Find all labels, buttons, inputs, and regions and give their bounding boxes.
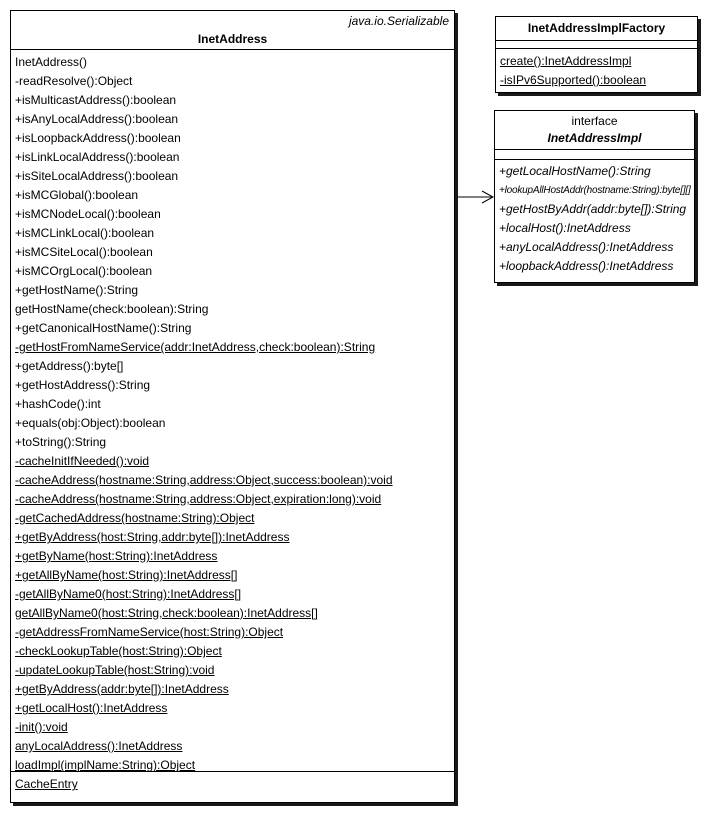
open-arrowhead-icon <box>482 191 493 203</box>
method-row[interactable]: +isLoopbackAddress():boolean <box>15 131 181 145</box>
class-header <box>11 11 454 50</box>
method-row[interactable]: getAllByName0(host:String,check:boolean):InetAddress[] <box>15 606 318 620</box>
method-row[interactable]: -cacheInitIfNeeded():void <box>15 454 150 468</box>
attribute-compartment <box>495 150 694 160</box>
method-compartment <box>11 50 454 772</box>
class-stereotype: java.io.Serializable <box>348 14 449 28</box>
method-row[interactable]: +isMCOrgLocal():boolean <box>15 264 153 278</box>
interface-inetaddressimpl[interactable] <box>494 110 695 283</box>
method-row[interactable]: +getHostAddress():String <box>15 378 151 392</box>
interface-stereotype: interface <box>571 114 618 128</box>
method-compartment <box>496 49 697 90</box>
inner-class-row[interactable]: CacheEntry <box>15 777 78 791</box>
method-row[interactable]: -getCachedAddress(hostname:String):Object <box>15 511 255 525</box>
method-row[interactable]: InetAddress() <box>15 55 88 69</box>
method-row[interactable]: +getAllByName(host:String):InetAddress[] <box>15 568 238 582</box>
class-inetaddress[interactable] <box>10 10 455 803</box>
method-compartment <box>495 160 694 276</box>
interface-header <box>495 111 694 150</box>
method-row[interactable]: +hashCode():int <box>15 397 101 411</box>
method-row[interactable]: create():InetAddressImpl <box>500 54 632 68</box>
method-row[interactable]: +isMulticastAddress():boolean <box>15 93 177 107</box>
class-name: InetAddress <box>197 32 268 46</box>
method-row[interactable]: +isAnyLocalAddress():boolean <box>15 112 179 126</box>
method-row[interactable]: +isMCNodeLocal():boolean <box>15 207 161 221</box>
method-row[interactable]: +isMCLinkLocal():boolean <box>15 226 155 240</box>
method-row[interactable]: +isLinkLocalAddress():boolean <box>15 150 180 164</box>
method-row[interactable]: +getAddress():byte[] <box>15 359 124 373</box>
class-inetaddressimplfactory[interactable] <box>495 16 698 93</box>
method-row[interactable]: -checkLookupTable(host:String):Object <box>15 644 222 658</box>
method-row[interactable]: +getHostName():String <box>15 283 139 297</box>
method-row[interactable]: +isSiteLocalAddress():boolean <box>15 169 179 183</box>
method-row[interactable]: +isMCGlobal():boolean <box>15 188 139 202</box>
method-row[interactable]: +isMCSiteLocal():boolean <box>15 245 153 259</box>
method-row[interactable]: -isIPv6Supported():boolean <box>500 73 647 87</box>
method-row[interactable]: +lookupAllHostAddr(hostname:String):byte[][] <box>499 185 691 196</box>
method-row[interactable]: +getByName(host:String):InetAddress <box>15 549 218 563</box>
method-row[interactable]: +getLocalHost():InetAddress <box>15 701 168 715</box>
inner-class-compartment <box>11 772 454 794</box>
method-row[interactable]: +toString():String <box>15 435 107 449</box>
method-row[interactable]: +equals(obj:Object):boolean <box>15 416 166 430</box>
method-row[interactable]: +anyLocalAddress():InetAddress <box>499 240 674 254</box>
method-row[interactable]: -init():void <box>15 720 68 734</box>
class-name: InetAddressImplFactory <box>496 17 697 41</box>
method-row[interactable]: -readResolve():Object <box>15 74 133 88</box>
method-row[interactable]: -cacheAddress(hostname:String,address:Object,expiration:long):void <box>15 492 382 506</box>
method-row[interactable]: getHostName(check:boolean):String <box>15 302 209 316</box>
method-row[interactable]: -cacheAddress(hostname:String,address:Object,success:boolean):void <box>15 473 393 487</box>
method-row[interactable]: -getHostFromNameService(addr:InetAddress,check:boolean):String <box>15 340 376 354</box>
method-row[interactable]: +getByAddress(addr:byte[]):InetAddress <box>15 682 229 696</box>
method-row[interactable]: loadImpl(implName:String):Object <box>15 758 196 772</box>
attribute-compartment <box>496 41 697 49</box>
method-row[interactable]: +loopbackAddress():InetAddress <box>499 259 674 273</box>
method-row[interactable]: +getHostByAddr(addr:byte[]):String <box>499 202 687 216</box>
method-row[interactable]: +getLocalHostName():String <box>499 164 651 178</box>
method-row[interactable]: +getCanonicalHostName():String <box>15 321 192 335</box>
method-row[interactable]: +getByAddress(host:String,addr:byte[]):InetAddress <box>15 530 290 544</box>
method-row[interactable]: -getAddressFromNameService(host:String):Object <box>15 625 284 639</box>
method-row[interactable]: anyLocalAddress():InetAddress <box>15 739 183 753</box>
method-row[interactable]: -updateLookupTable(host:String):void <box>15 663 215 677</box>
method-row[interactable]: +localHost():InetAddress <box>499 221 631 235</box>
interface-name: InetAddressImpl <box>547 131 642 145</box>
method-row[interactable]: -getAllByName0(host:String):InetAddress[] <box>15 587 242 601</box>
